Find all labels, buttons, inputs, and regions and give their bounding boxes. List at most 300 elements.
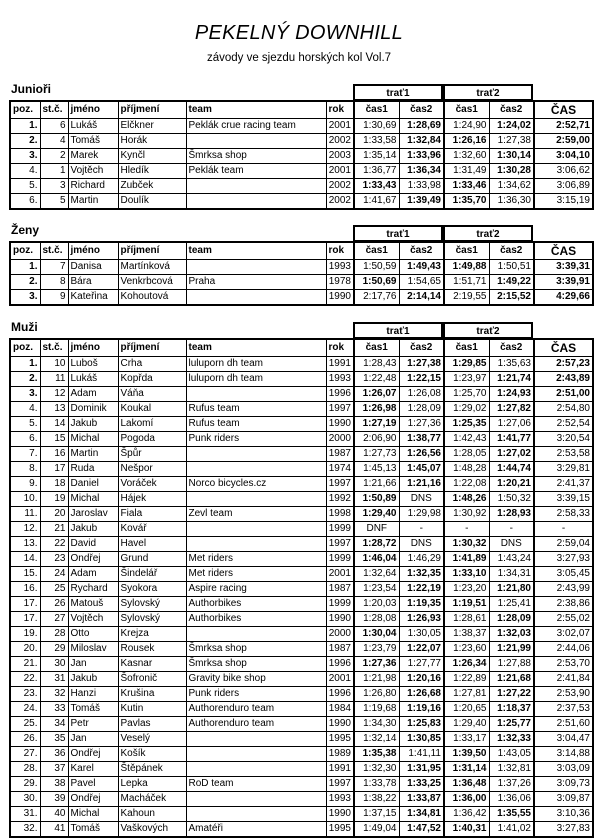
cell-run1-time2: 1:28,69	[399, 119, 444, 134]
cell-run2-time2: 1:50,51	[489, 260, 534, 275]
cell-position: 1.	[10, 119, 40, 134]
cell-total-time: 4:29,66	[534, 290, 593, 306]
cell-start-number: 13	[40, 402, 68, 417]
cell-total-time: 3:04,10	[534, 149, 593, 164]
cell-first-name: Ondřej	[68, 747, 118, 762]
header-start-number: st.č.	[40, 101, 68, 119]
section-label: Junioři	[11, 82, 52, 96]
table-row	[10, 687, 593, 702]
header-first-name: jméno	[68, 339, 118, 357]
section-label: Muži	[11, 320, 38, 334]
cell-total-time: 2:53,90	[534, 687, 593, 702]
header-total-time: ČAS	[534, 242, 593, 260]
header-year: rok	[326, 101, 354, 119]
cell-run2-time1: 1:31,14	[444, 762, 489, 777]
header-row	[10, 339, 593, 357]
cell-first-name: Bára	[68, 275, 118, 290]
cell-run2-time1: 1:23,97	[444, 372, 489, 387]
cell-last-name: Fiala	[118, 507, 186, 522]
cell-run2-time1: 1:42,43	[444, 432, 489, 447]
cell-last-name: Horák	[118, 134, 186, 149]
cell-start-number: 39	[40, 792, 68, 807]
cell-run2-time2: 1:27,82	[489, 402, 534, 417]
cell-year: 1989	[326, 747, 354, 762]
cell-run2-time1: 1:25,70	[444, 387, 489, 402]
cell-position: 2.	[10, 275, 40, 290]
table-row	[10, 372, 593, 387]
cell-team	[186, 807, 326, 822]
cell-run2-time2: 1:35,55	[489, 807, 534, 822]
header-row	[10, 242, 593, 260]
cell-year: 2001	[326, 164, 354, 179]
cell-team: Šmrksa shop	[186, 149, 326, 164]
cell-first-name: Jan	[68, 732, 118, 747]
cell-run1-time1: 2:06,90	[354, 432, 399, 447]
table-row	[10, 717, 593, 732]
run-header-trat2: trať2	[443, 225, 533, 241]
cell-run2-time2: 1:28,93	[489, 507, 534, 522]
cell-run1-time2: 1:22,15	[399, 372, 444, 387]
cell-total-time: 2:51,00	[534, 387, 593, 402]
header-year: rok	[326, 242, 354, 260]
cell-run2-time1: 1:22,08	[444, 477, 489, 492]
cell-run2-time1: 1:35,70	[444, 194, 489, 210]
cell-position: 4.	[10, 164, 40, 179]
cell-run2-time1: 1:48,28	[444, 462, 489, 477]
cell-run1-time1: 1:21,66	[354, 477, 399, 492]
cell-run2-time2: 1:36,30	[489, 194, 534, 210]
cell-year: 1993	[326, 372, 354, 387]
cell-year: 1999	[326, 522, 354, 537]
cell-total-time: 2:57,23	[534, 357, 593, 372]
cell-run1-time1: 1:46,04	[354, 552, 399, 567]
cell-year: 1997	[326, 402, 354, 417]
run-header-trat2: trať2	[443, 322, 533, 338]
cell-year: 1992	[326, 492, 354, 507]
cell-run1-time1: 1:20,03	[354, 597, 399, 612]
cell-run2-time1: 1:49,88	[444, 260, 489, 275]
cell-start-number: 1	[40, 164, 68, 179]
cell-first-name: Adam	[68, 387, 118, 402]
cell-first-name: Luboš	[68, 357, 118, 372]
cell-first-name: Tomáš	[68, 134, 118, 149]
cell-position: 22.	[10, 672, 40, 687]
table-row	[10, 747, 593, 762]
cell-run1-time2: 1:26,56	[399, 447, 444, 462]
cell-year: 1991	[326, 357, 354, 372]
cell-team	[186, 732, 326, 747]
cell-year: 1996	[326, 387, 354, 402]
cell-year: 1999	[326, 597, 354, 612]
cell-last-name: Zubček	[118, 179, 186, 194]
cell-position: 16.	[10, 582, 40, 597]
table-row	[10, 164, 593, 179]
cell-run2-time1: 1:26,16	[444, 134, 489, 149]
cell-last-name: Kutin	[118, 702, 186, 717]
header-last-name: příjmení	[118, 101, 186, 119]
cell-total-time: 2:52,54	[534, 417, 593, 432]
cell-start-number: 14	[40, 417, 68, 432]
cell-last-name: Hájek	[118, 492, 186, 507]
cell-total-time: 2:43,89	[534, 372, 593, 387]
table-row	[10, 642, 593, 657]
cell-last-name: Rousek	[118, 642, 186, 657]
cell-first-name: Martin	[68, 447, 118, 462]
table-row	[10, 582, 593, 597]
cell-position: 25.	[10, 717, 40, 732]
cell-run1-time1: 1:50,59	[354, 260, 399, 275]
run-header-trat1: trať1	[353, 322, 443, 338]
cell-run1-time1: DNF	[354, 522, 399, 537]
cell-team: Šmrksa shop	[186, 657, 326, 672]
cell-year: 1997	[326, 777, 354, 792]
cell-run1-time1: 1:28,43	[354, 357, 399, 372]
cell-first-name: Vojtěch	[68, 164, 118, 179]
results-table	[9, 100, 594, 210]
cell-run1-time1: 1:33,78	[354, 777, 399, 792]
header-run2-time1: čas1	[444, 242, 489, 260]
cell-run2-time1: 1:24,90	[444, 119, 489, 134]
cell-year: 2002	[326, 134, 354, 149]
cell-position: 32.	[10, 822, 40, 838]
cell-run2-time1: 1:51,71	[444, 275, 489, 290]
cell-run2-time1: 1:23,60	[444, 642, 489, 657]
cell-position: 29.	[10, 777, 40, 792]
cell-run1-time1: 1:50,69	[354, 275, 399, 290]
cell-total-time: 3:03,09	[534, 762, 593, 777]
cell-total-time: 3:05,45	[534, 567, 593, 582]
cell-run1-time1: 1:36,77	[354, 164, 399, 179]
run-header-trat1: trať1	[353, 84, 443, 100]
cell-run2-time2: 1:44,74	[489, 462, 534, 477]
table-row	[10, 290, 593, 306]
cell-start-number: 3	[40, 179, 68, 194]
cell-start-number: 41	[40, 822, 68, 838]
cell-first-name: Jakub	[68, 522, 118, 537]
cell-run2-time2: 2:15,52	[489, 290, 534, 306]
cell-first-name: Hanzi	[68, 687, 118, 702]
cell-year: 1993	[326, 792, 354, 807]
cell-team	[186, 492, 326, 507]
cell-last-name: Váňa	[118, 387, 186, 402]
cell-run1-time2: 1:26,93	[399, 612, 444, 627]
cell-run1-time1: 1:28,08	[354, 612, 399, 627]
cell-run2-time1: 1:26,34	[444, 657, 489, 672]
cell-run1-time2: 1:41,11	[399, 747, 444, 762]
cell-position: 19.	[10, 627, 40, 642]
cell-year: 1990	[326, 807, 354, 822]
cell-position: 30.	[10, 792, 40, 807]
cell-start-number: 11	[40, 372, 68, 387]
cell-run1-time2: -	[399, 522, 444, 537]
cell-team	[186, 792, 326, 807]
cell-start-number: 27	[40, 612, 68, 627]
cell-run1-time1: 1:29,40	[354, 507, 399, 522]
table-row	[10, 194, 593, 210]
cell-run2-time2: 1:32,03	[489, 627, 534, 642]
table-row	[10, 387, 593, 402]
cell-run2-time2: 1:27,88	[489, 657, 534, 672]
cell-year: 1987	[326, 447, 354, 462]
cell-team: Peklák crue racing team	[186, 119, 326, 134]
table-row	[10, 777, 593, 792]
table-row	[10, 149, 593, 164]
cell-run2-time2: 1:43,05	[489, 747, 534, 762]
cell-run2-time2: 1:27,02	[489, 447, 534, 462]
cell-position: 2.	[10, 372, 40, 387]
cell-run1-time1: 2:17,76	[354, 290, 399, 306]
cell-year: 2001	[326, 119, 354, 134]
table-row	[10, 417, 593, 432]
cell-team	[186, 134, 326, 149]
cell-year: 1996	[326, 657, 354, 672]
cell-position: 3.	[10, 149, 40, 164]
cell-run2-time2: -	[489, 522, 534, 537]
cell-start-number: 36	[40, 747, 68, 762]
cell-run1-time2: 1:30,05	[399, 627, 444, 642]
cell-year: 2000	[326, 627, 354, 642]
cell-year: 1997	[326, 477, 354, 492]
cell-run2-time2: 1:50,32	[489, 492, 534, 507]
cell-position: 17.	[10, 597, 40, 612]
page-title: PEKELNÝ DOWNHILL	[194, 22, 404, 44]
cell-team: Authorenduro team	[186, 717, 326, 732]
cell-total-time: 2:52,71	[534, 119, 593, 134]
cell-start-number: 28	[40, 627, 68, 642]
cell-total-time: 3:10,36	[534, 807, 593, 822]
cell-run2-time1: 1:20,65	[444, 702, 489, 717]
cell-run2-time2: 1:28,09	[489, 612, 534, 627]
cell-year: 1997	[326, 537, 354, 552]
cell-run1-time1: 1:45,13	[354, 462, 399, 477]
cell-year: 1987	[326, 582, 354, 597]
cell-team	[186, 747, 326, 762]
cell-run1-time1: 1:32,30	[354, 762, 399, 777]
cell-last-name: Kahoun	[118, 807, 186, 822]
header-total-time: ČAS	[534, 339, 593, 357]
cell-first-name: Petr	[68, 717, 118, 732]
cell-run1-time2: 1:27,77	[399, 657, 444, 672]
cell-start-number: 35	[40, 732, 68, 747]
header-total-time: ČAS	[534, 101, 593, 119]
cell-start-number: 24	[40, 567, 68, 582]
cell-total-time: 3:02,07	[534, 627, 593, 642]
cell-first-name: Tomáš	[68, 822, 118, 838]
cell-run1-time2: 1:31,95	[399, 762, 444, 777]
cell-run1-time2: 1:27,38	[399, 357, 444, 372]
cell-last-name: Sylovský	[118, 612, 186, 627]
cell-run2-time2: 1:21,99	[489, 642, 534, 657]
cell-run1-time2: 1:30,85	[399, 732, 444, 747]
cell-run1-time2: 1:45,07	[399, 462, 444, 477]
cell-run2-time1: 1:48,26	[444, 492, 489, 507]
cell-first-name: David	[68, 537, 118, 552]
cell-total-time: 2:54,80	[534, 402, 593, 417]
cell-team: RoD team	[186, 777, 326, 792]
table-row	[10, 762, 593, 777]
cell-run1-time1: 1:30,04	[354, 627, 399, 642]
cell-start-number: 6	[40, 119, 68, 134]
header-row	[10, 101, 593, 119]
cell-run1-time1: 1:27,73	[354, 447, 399, 462]
cell-first-name: Martin	[68, 194, 118, 210]
cell-last-name: Elčkner	[118, 119, 186, 134]
cell-run1-time1: 1:23,79	[354, 642, 399, 657]
cell-last-name: Štěpánek	[118, 762, 186, 777]
cell-last-name: Koukal	[118, 402, 186, 417]
header-run2-time2: čas2	[489, 339, 534, 357]
cell-run1-time1: 1:22,48	[354, 372, 399, 387]
cell-position: 11.	[10, 507, 40, 522]
cell-last-name: Špůr	[118, 447, 186, 462]
cell-run1-time2: 1:33,96	[399, 149, 444, 164]
cell-position: 5.	[10, 417, 40, 432]
header-start-number: st.č.	[40, 242, 68, 260]
table-row	[10, 477, 593, 492]
cell-year: 1996	[326, 687, 354, 702]
header-last-name: příjmení	[118, 242, 186, 260]
cell-run2-time1: 1:33,10	[444, 567, 489, 582]
cell-start-number: 12	[40, 387, 68, 402]
cell-total-time: 3:09,87	[534, 792, 593, 807]
cell-run1-time1: 1:49,04	[354, 822, 399, 838]
table-row	[10, 492, 593, 507]
cell-team	[186, 194, 326, 210]
table-row	[10, 657, 593, 672]
cell-run2-time1: 1:29,02	[444, 402, 489, 417]
cell-run1-time1: 1:30,69	[354, 119, 399, 134]
cell-position: 10.	[10, 492, 40, 507]
header-start-number: st.č.	[40, 339, 68, 357]
cell-team	[186, 447, 326, 462]
cell-position: 15.	[10, 567, 40, 582]
page-subtitle: závody ve sjezdu horských kol Vol.7	[206, 52, 392, 64]
cell-last-name: Pogoda	[118, 432, 186, 447]
cell-year: 1984	[326, 702, 354, 717]
table-row	[10, 732, 593, 747]
cell-position: 4.	[10, 402, 40, 417]
cell-run1-time2: 1:54,65	[399, 275, 444, 290]
cell-total-time: 3:09,73	[534, 777, 593, 792]
header-year: rok	[326, 339, 354, 357]
cell-first-name: Michal	[68, 492, 118, 507]
cell-first-name: Adam	[68, 567, 118, 582]
header-run2-time1: čas1	[444, 101, 489, 119]
cell-run2-time1: 1:22,89	[444, 672, 489, 687]
cell-start-number: 32	[40, 687, 68, 702]
cell-team: Aspire racing	[186, 582, 326, 597]
cell-first-name: Matouš	[68, 597, 118, 612]
cell-team: Šmrksa shop	[186, 642, 326, 657]
header-last-name: příjmení	[118, 339, 186, 357]
cell-start-number: 18	[40, 477, 68, 492]
cell-run1-time1: 1:32,14	[354, 732, 399, 747]
cell-run2-time2: 1:41,02	[489, 822, 534, 838]
table-row	[10, 357, 593, 372]
cell-position: 8.	[10, 462, 40, 477]
cell-run1-time2: 1:27,36	[399, 417, 444, 432]
cell-last-name: Hledík	[118, 164, 186, 179]
cell-position: 28.	[10, 762, 40, 777]
cell-total-time: 2:44,06	[534, 642, 593, 657]
cell-run2-time2: 1:20,21	[489, 477, 534, 492]
cell-total-time: 2:58,33	[534, 507, 593, 522]
cell-team: Praha	[186, 275, 326, 290]
cell-year: 2001	[326, 672, 354, 687]
cell-team	[186, 627, 326, 642]
cell-start-number: 31	[40, 672, 68, 687]
cell-team	[186, 522, 326, 537]
cell-start-number: 23	[40, 552, 68, 567]
cell-run2-time1: 1:36,00	[444, 792, 489, 807]
cell-run2-time1: 1:33,46	[444, 179, 489, 194]
cell-run1-time1: 1:35,14	[354, 149, 399, 164]
cell-start-number: 38	[40, 777, 68, 792]
cell-first-name: Vojtěch	[68, 612, 118, 627]
table-row	[10, 179, 593, 194]
cell-total-time: 2:59,04	[534, 537, 593, 552]
cell-run1-time1: 1:26,07	[354, 387, 399, 402]
cell-first-name: Jakub	[68, 417, 118, 432]
cell-run1-time2: 1:33,87	[399, 792, 444, 807]
cell-position: 1.	[10, 260, 40, 275]
cell-run2-time2: 1:24,02	[489, 119, 534, 134]
cell-position: 27.	[10, 747, 40, 762]
cell-team: Norco bicycles.cz	[186, 477, 326, 492]
header-run1-time1: čas1	[354, 339, 399, 357]
cell-last-name: Vaškových	[118, 822, 186, 838]
cell-start-number: 19	[40, 492, 68, 507]
cell-run1-time1: 1:37,15	[354, 807, 399, 822]
cell-team: luluporn dh team	[186, 357, 326, 372]
cell-team: Gravity bike shop	[186, 672, 326, 687]
cell-year: 2003	[326, 149, 354, 164]
cell-run2-time1: 1:41,89	[444, 552, 489, 567]
cell-run1-time2: DNS	[399, 537, 444, 552]
cell-run1-time2: 1:21,16	[399, 477, 444, 492]
cell-run1-time1: 1:21,98	[354, 672, 399, 687]
cell-run1-time1: 1:35,38	[354, 747, 399, 762]
cell-first-name: Pavel	[68, 777, 118, 792]
cell-position: 3.	[10, 290, 40, 306]
cell-run2-time2: 1:41,77	[489, 432, 534, 447]
cell-last-name: Krejza	[118, 627, 186, 642]
header-position: poz.	[10, 242, 40, 260]
cell-run1-time2: 1:38,77	[399, 432, 444, 447]
table-row	[10, 807, 593, 822]
header-run2-time2: čas2	[489, 101, 534, 119]
cell-last-name: Grund	[118, 552, 186, 567]
table-row	[10, 119, 593, 134]
cell-run2-time1: 1:28,05	[444, 447, 489, 462]
cell-run2-time1: 1:30,32	[444, 537, 489, 552]
cell-run2-time2: 1:34,31	[489, 567, 534, 582]
cell-position: 7.	[10, 447, 40, 462]
cell-last-name: Martínková	[118, 260, 186, 275]
cell-run2-time2: 1:21,68	[489, 672, 534, 687]
cell-team: Peklák team	[186, 164, 326, 179]
cell-run1-time2: 1:32,35	[399, 567, 444, 582]
cell-first-name: Jaroslav	[68, 507, 118, 522]
table-row	[10, 537, 593, 552]
cell-run1-time2: 1:19,16	[399, 702, 444, 717]
cell-start-number: 40	[40, 807, 68, 822]
table-row	[10, 567, 593, 582]
cell-team: Amatéři	[186, 822, 326, 838]
cell-position: 6.	[10, 432, 40, 447]
cell-total-time: 2:41,84	[534, 672, 593, 687]
cell-first-name: Daniel	[68, 477, 118, 492]
